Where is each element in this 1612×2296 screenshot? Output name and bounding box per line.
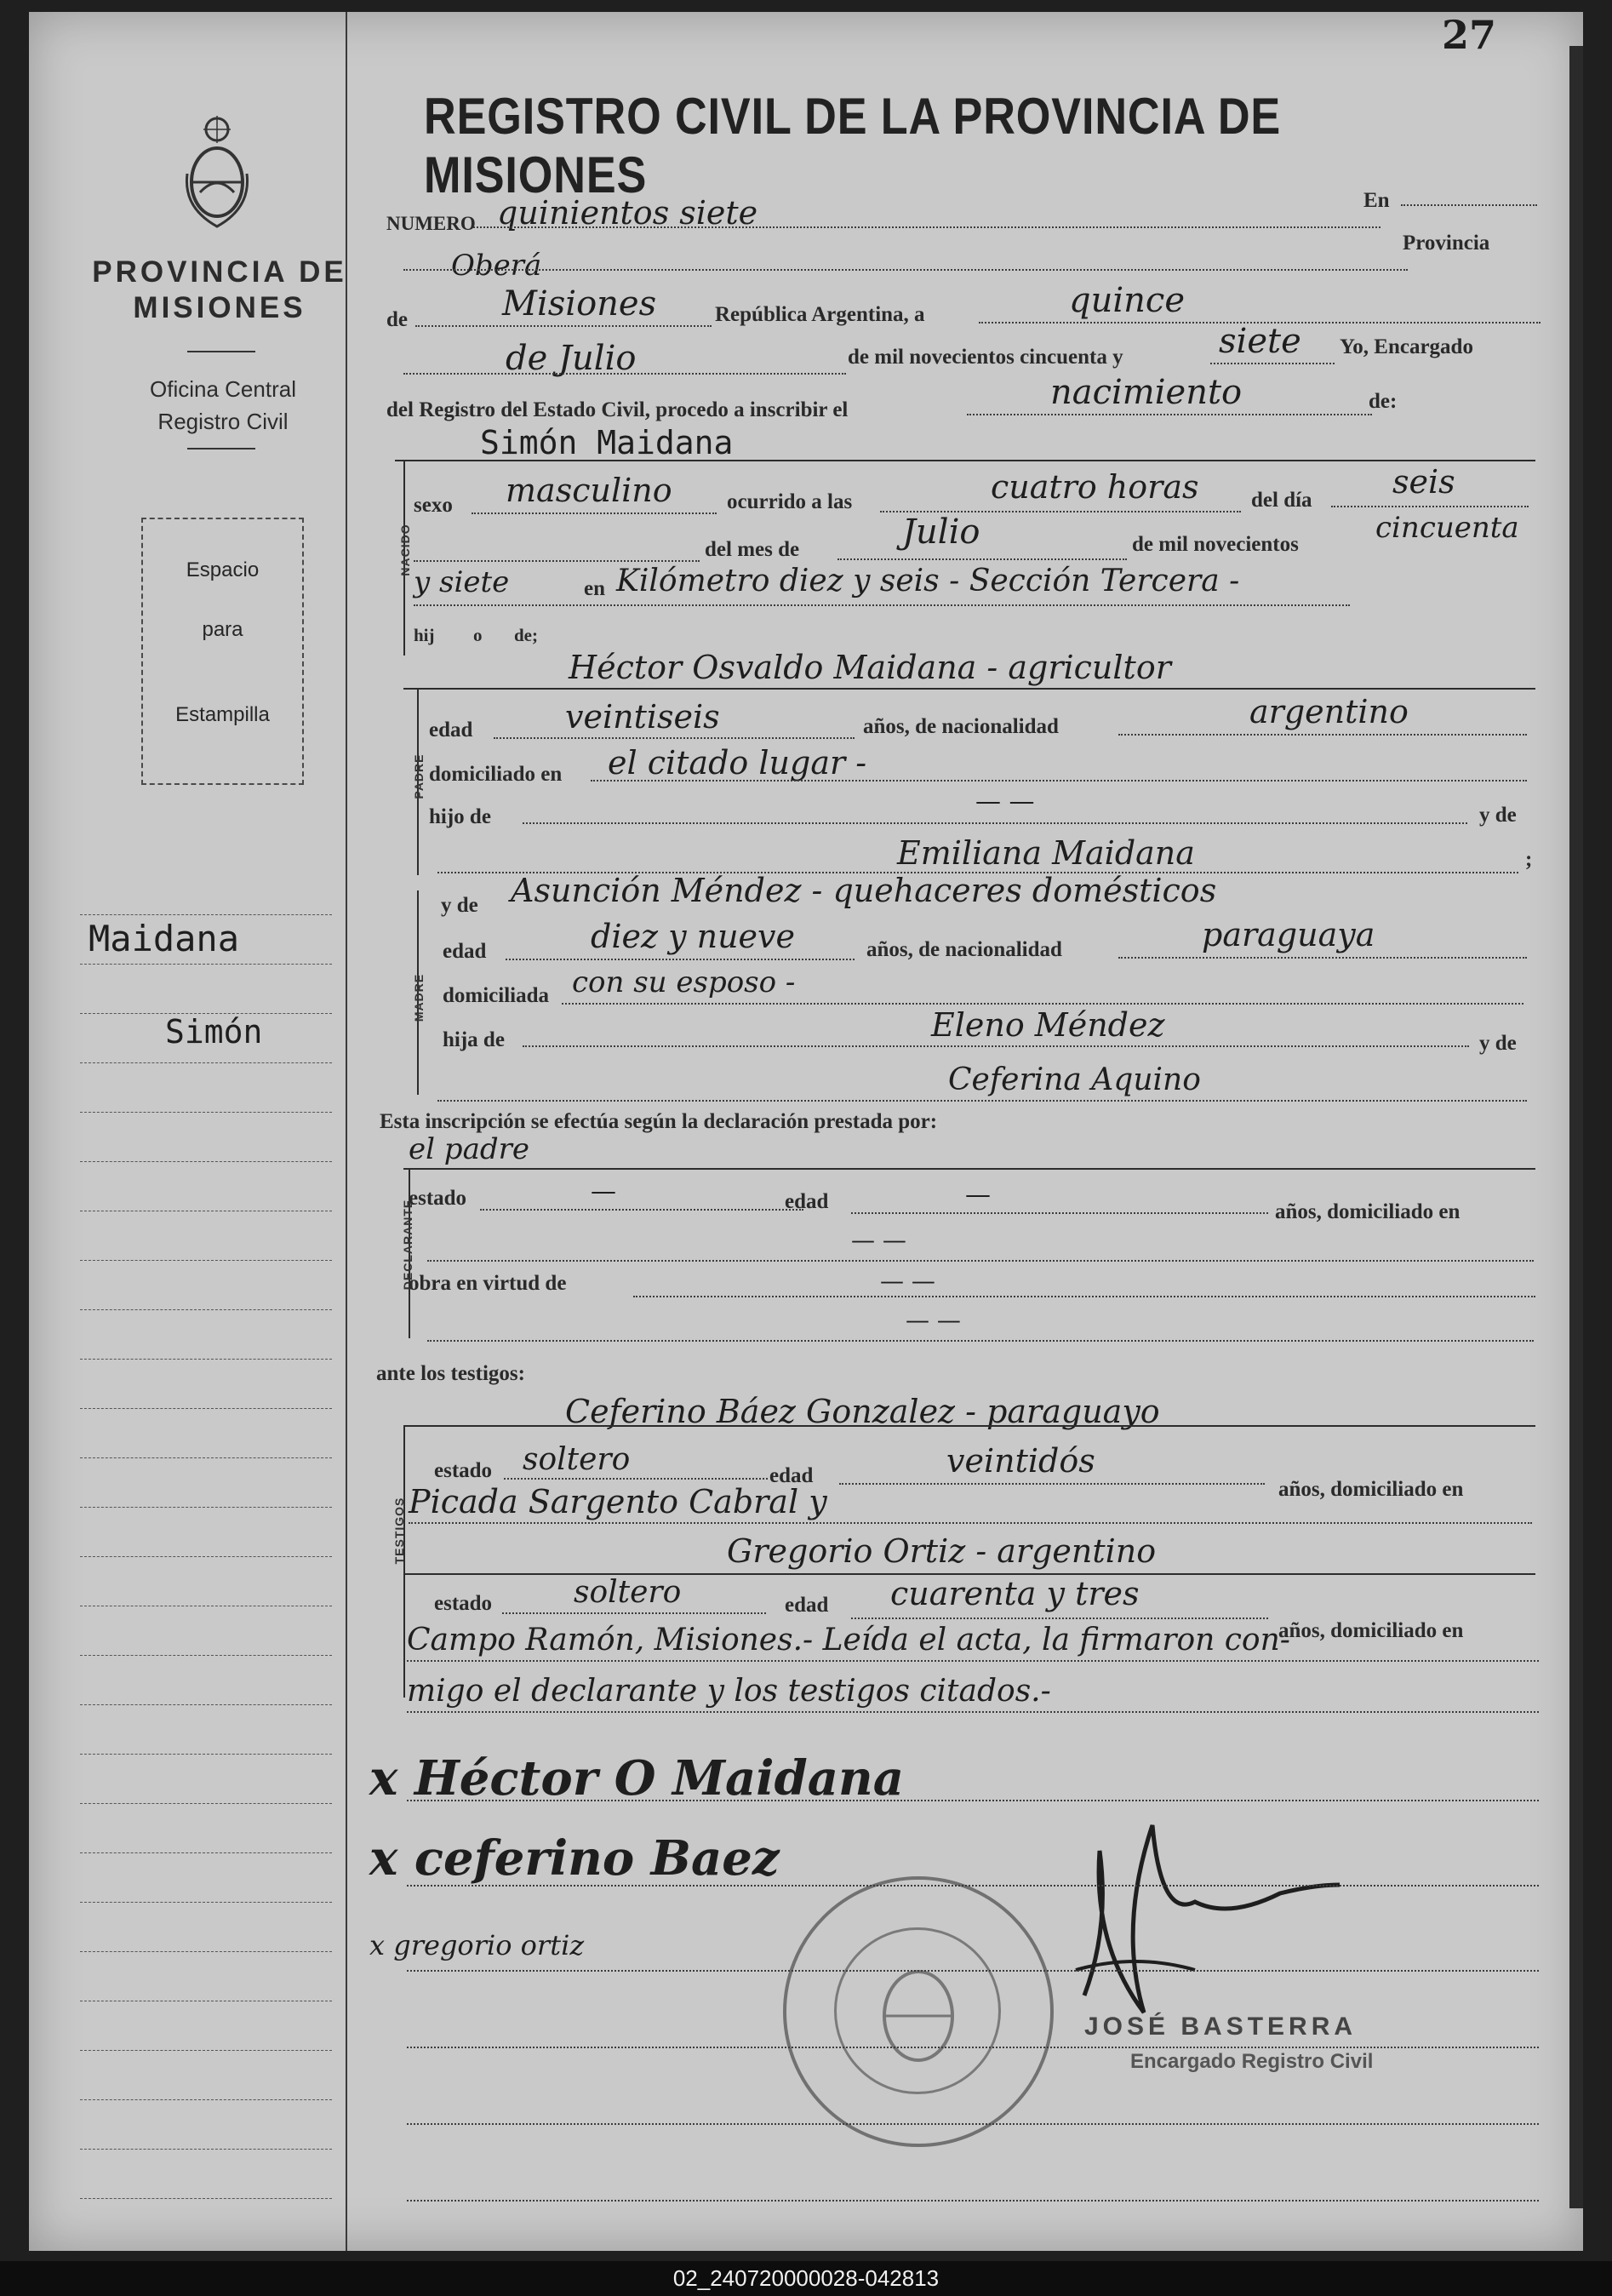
padre-semicolon: ; [1525, 848, 1533, 871]
nacido-year-value2: y siete [414, 565, 510, 599]
madre-yde2-label: y de [1479, 1032, 1517, 1055]
ocurrido-label: ocurrido a las [727, 490, 853, 513]
seal-arms-icon [786, 1880, 1050, 2144]
nacido-de-label: de; [514, 625, 538, 645]
province-label-line2: MISIONES [133, 291, 306, 324]
testigo2-estado-label: estado [434, 1592, 493, 1615]
declarante-edad-label: edad [785, 1190, 829, 1213]
declarante-dash2: — — [880, 1267, 935, 1295]
declarante-anos-label: años, domiciliado en [1275, 1200, 1461, 1223]
padre-name: Héctor Osvaldo Maidana - agricultor [569, 649, 1171, 686]
hij-suffix: o [473, 625, 483, 645]
madre-nac-label: años, de nacionalidad [866, 938, 1062, 961]
testigo2-estado-value: soltero [574, 1575, 682, 1610]
divider [187, 351, 255, 352]
padre-hijo-value: — — [975, 787, 1035, 816]
page-number: 27 [1442, 12, 1497, 58]
margin-rule-line [80, 2198, 332, 2199]
mes-value: Julio [902, 512, 980, 552]
declarante-estado-label: estado [409, 1187, 467, 1210]
yo-label: Yo, Encargado [1340, 335, 1473, 358]
registry-seal-icon [783, 1876, 1054, 2147]
nacido-en-label: en [584, 577, 605, 600]
signature-father: x Héctor O Maidana [369, 1750, 905, 1806]
testigo1-anos-label: años, domiciliado en [1278, 1478, 1464, 1501]
madre-nac-value: paraguaya [1202, 916, 1375, 953]
section-label-declarante: DECLARANTE [401, 1199, 414, 1291]
madre-name: Asunción Méndez - quehaceres domésticos [511, 872, 1217, 909]
nacido-mil-label: de mil novecientos [1132, 533, 1299, 556]
padre-edad-value: veintiseis [565, 698, 720, 736]
section-label-testigos: TESTIGOS [392, 1497, 406, 1565]
margin-rule-line [80, 2050, 332, 2051]
margin-rule-line [80, 1457, 332, 1458]
de-label: de [386, 308, 408, 331]
testigo2-edad-value: cuarenta y tres [890, 1575, 1140, 1612]
en-label: En [1363, 189, 1390, 212]
testigo2-anos-label: años, domiciliado en [1278, 1619, 1464, 1642]
testigo1-edad-value: veintidós [946, 1442, 1095, 1480]
de2-label: de: [1369, 390, 1398, 413]
numero-label: NUMERO [386, 213, 476, 234]
testigo1-edad-label: edad [769, 1464, 814, 1487]
margin-rule-line [80, 1161, 332, 1162]
republica-label: República Argentina, a [715, 303, 925, 326]
margin-rule-line [80, 1902, 332, 1903]
stamp-box [141, 518, 304, 785]
month-value: de Julio [506, 339, 637, 378]
margin-rule-line [80, 1359, 332, 1360]
declarante-intro: Esta inscripción se efectúa según la declaración prestada por: [380, 1110, 938, 1133]
madre-mother-value: Ceferina Aquino [948, 1062, 1201, 1097]
testigo1-name: Ceferino Báez Gonzalez - paraguayo [565, 1393, 1160, 1430]
margin-rule-line [80, 1112, 332, 1113]
left-column [29, 12, 347, 2251]
section-label-nacido: NACIDO [398, 524, 412, 576]
margin-rule-line [80, 1013, 332, 1014]
dia-value: seis [1392, 463, 1455, 501]
place-value: Oberá [451, 249, 542, 283]
officer-name: JOSÉ BASTERRA [1084, 2013, 1358, 2041]
hora-value: cuatro horas [991, 468, 1199, 506]
page-title: REGISTRO CIVIL DE LA PROVINCIA DE MISIONES [424, 88, 1282, 203]
margin-rule-line [80, 1507, 332, 1508]
officer-title: Encargado Registro Civil [1130, 2050, 1374, 2073]
nacido-year-value1: cincuenta [1375, 511, 1519, 545]
act-type: nacimiento [1050, 373, 1243, 412]
sexo-value: masculino [506, 472, 672, 509]
coat-of-arms-icon [179, 114, 255, 233]
testigo2-edad-label: edad [785, 1594, 829, 1617]
padre-mother-value: Emiliana Maidana [897, 834, 1195, 872]
testigo1-estado-value: soltero [523, 1442, 631, 1477]
madre-edad-label: edad [443, 940, 487, 963]
declarante-value: el padre [409, 1132, 529, 1166]
padre-dom-value: el citado lugar - [608, 744, 867, 782]
margin-rule-line [80, 1556, 332, 1557]
testigo1-estado-label: estado [434, 1459, 493, 1482]
margin-given-name: Simón [165, 1013, 263, 1051]
image-id-bar [0, 2261, 1612, 2296]
margin-rule-line [80, 1309, 332, 1310]
province-value: Misiones [502, 284, 657, 324]
nacido-place-value: Kilómetro diez y seis - Sección Tercera - [616, 564, 1240, 598]
office-label-line2: Registro Civil [157, 409, 289, 434]
margin-surname: Maidana [89, 918, 240, 959]
declarante-estado-value: — [591, 1177, 616, 1206]
padre-hijo-label: hijo de [429, 805, 491, 828]
madre-yde-label: y de [441, 894, 478, 917]
declarante-dash3: — — [906, 1306, 961, 1334]
year-value: siete [1219, 322, 1301, 361]
padre-dom-label: domiciliado en [429, 763, 563, 786]
testigo2-dom: Campo Ramón, Misiones.- Leída el acta, la firmaron con- [407, 1623, 1290, 1658]
testigo1-dom: Picada Sargento Cabral y [409, 1483, 827, 1520]
dia-label: del día [1251, 489, 1312, 512]
testigos-intro: ante los testigos: [376, 1362, 525, 1385]
declarante-edad-value: — [965, 1180, 991, 1210]
mil-label: de mil novecientos cincuenta y [848, 346, 1123, 369]
madre-edad-value: diez y nueve [591, 918, 796, 955]
office-label-line1: Oficina Central [150, 376, 296, 402]
margin-rule-line [80, 914, 332, 915]
margin-rule-line [80, 2149, 332, 2150]
margin-rule-line [80, 1754, 332, 1755]
hij-label: hij [414, 625, 435, 645]
madre-father-value: Eleno Méndez [931, 1006, 1165, 1044]
padre-nac-label: años, de nacionalidad [863, 715, 1059, 738]
margin-rule-line [80, 1951, 332, 1952]
margin-rule-line [80, 1408, 332, 1409]
mes-label: del mes de [705, 538, 800, 561]
margin-rule-line [80, 1655, 332, 1656]
padre-yde-label: y de [1479, 804, 1517, 827]
numero-value: quinientos siete [497, 194, 758, 232]
binding-strip [1569, 46, 1583, 2208]
signature-witness1: x ceferino Baez [369, 1830, 780, 1887]
divider [187, 448, 255, 449]
madre-dom-label: domiciliada [443, 984, 550, 1007]
padre-nac-value: argentino [1249, 693, 1409, 730]
madre-dom-value: con su esposo - [572, 965, 796, 999]
testigo2-name: Gregorio Ortiz - argentino [727, 1532, 1157, 1570]
stamp-box-line2: para [202, 618, 243, 641]
stamp-box-line1: Espacio [186, 558, 260, 581]
nacido-name: Simón Maidana [480, 424, 734, 461]
section-label-madre: MADRE [412, 973, 426, 1022]
day-value: quince [1069, 281, 1185, 320]
signature-witness2: x gregorio ortiz [369, 1929, 585, 1961]
padre-edad-label: edad [429, 719, 473, 741]
section-label-padre: PADRE [412, 753, 426, 799]
margin-rule-line [80, 1803, 332, 1804]
closing-text: migo el declarante y los testigos citados.- [407, 1674, 1051, 1709]
stamp-box-line3: Estampilla [175, 703, 270, 726]
margin-rule-line [80, 964, 332, 965]
margin-rule-line [80, 1062, 332, 1063]
declarante-dash1: — — [851, 1226, 906, 1254]
madre-hija-label: hija de [443, 1028, 505, 1051]
margin-rule-line [80, 1704, 332, 1705]
document-page [29, 12, 1583, 2251]
image-id-text: 02_240720000028-042813 [672, 2265, 940, 2291]
sexo-label: sexo [414, 494, 453, 517]
province-label-line1: PROVINCIA DE [92, 255, 347, 289]
registro-label: del Registro del Estado Civil, procedo a inscribir el [386, 398, 849, 421]
margin-rule-line [80, 2099, 332, 2100]
margin-rule-line [80, 1260, 332, 1261]
declarante-obra-label: obra en virtud de [409, 1272, 567, 1295]
margin-rule-line [80, 1852, 332, 1853]
provincia-label: Provincia [1403, 232, 1490, 255]
